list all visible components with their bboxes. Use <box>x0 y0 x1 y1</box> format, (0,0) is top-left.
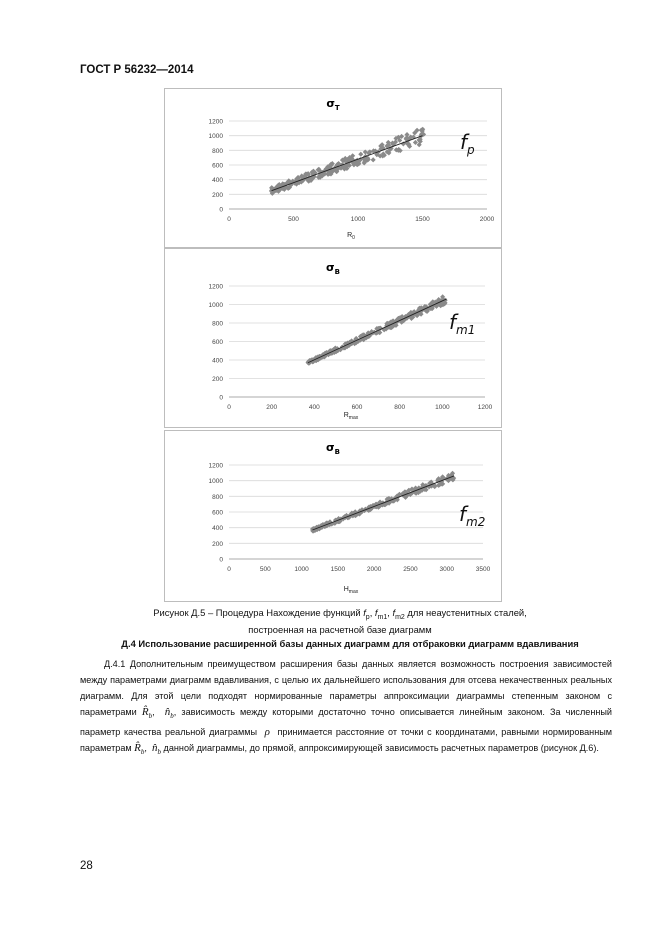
chart-ft <box>165 89 501 247</box>
y-tick-label: 800 <box>212 147 223 155</box>
y-tick-label: 600 <box>212 339 223 346</box>
chart-panel-fm2 <box>164 430 502 602</box>
x-axis-label: $R_0$ <box>347 232 355 241</box>
caption-line1-pre: Рисунок Д.5 – Процедура Нахождение функций <box>153 607 364 618</box>
chart-panel-fm1 <box>164 248 502 428</box>
data-point <box>404 132 409 137</box>
x-tick-label: 400 <box>308 404 320 411</box>
body-paragraph: Д.4.1 Дополнительным преимуществом расширения базы данных является возможность построения зависимостей между параметрами диаграмм вдавливания, с целью их дальнейшего использования для отсева некачественных реальных диаграмм. Для этой цели подходят нормированные параметры аппроксимации диаграммы степенным законом с параметрами $R̂_b$, $n̂_b$, зависимость между которыми достаточно точно описывается линейным законом. За численный параметр качества реальной диаграммы ρ принимается расстояние от точки с координатами, равными нормированным параметрам $R̂_b$, $n̂_b$ данной диаграммы, до прямой, аппроксимирующей зависимость расчетных параметров (рисунок Д.6). <box>80 659 613 757</box>
caption-line2: построенная на расчетной базе диаграмм <box>248 623 432 635</box>
function-annotation-subscript: m2 <box>466 515 486 529</box>
x-tick-label: 2500 <box>403 566 418 573</box>
x-axis-label-subscript: max <box>348 589 359 595</box>
trend-line <box>308 299 447 363</box>
x-tick-label: 1000 <box>435 404 450 411</box>
y-tick-label: 200 <box>212 540 223 548</box>
y-tick-label: 1200 <box>208 118 223 126</box>
y-tick-label: 800 <box>212 320 223 328</box>
chart-fm1 <box>165 249 501 427</box>
x-tick-label: 600 <box>351 404 363 411</box>
y-tick-label: 1200 <box>208 283 223 291</box>
x-axis-label: $R_{max}$ <box>343 412 359 421</box>
caption-fn-fm2: f <box>392 607 396 618</box>
para-part-3: принимается расстояние от точки с координатами, равными нормированным параметрам <box>80 727 613 754</box>
y-tick-label: 1000 <box>208 133 223 141</box>
y-tick-label: 800 <box>212 493 223 501</box>
y-tick-label: 1000 <box>208 478 223 486</box>
y-tick-label: 0 <box>219 394 223 402</box>
x-tick-label: 0 <box>227 566 231 573</box>
x-tick-label: 2000 <box>479 216 495 223</box>
caption-line1-post: для неаустенитных сталей, <box>404 607 527 618</box>
y-tick-label: 400 <box>212 525 223 533</box>
para-part-2: , зависимость между которыми достаточно точно описывается линейным законом. За численный параметр качества реальной диаграммы <box>80 707 612 738</box>
x-tick-label: 2000 <box>366 566 382 573</box>
y-tick-label: 200 <box>212 376 223 383</box>
function-annotation-subscript: p <box>467 143 475 157</box>
math-rb: $R̂_b$ <box>141 706 153 721</box>
y-tick-label: 1200 <box>208 462 223 470</box>
caption-fn-fm1: f <box>374 607 378 618</box>
math-rb-2: $R̂_b$ <box>134 742 145 757</box>
x-axis-label: $H_{max}$ <box>343 586 359 595</box>
function-annotation: $f_{m2}$ <box>459 502 486 529</box>
trend-line <box>272 136 423 191</box>
x-tick-label: 3500 <box>475 566 491 573</box>
x-tick-label: 500 <box>259 566 271 573</box>
x-axis-label-subscript: max <box>348 415 359 421</box>
data-point <box>371 157 376 162</box>
x-tick-label: 1500 <box>415 216 430 223</box>
math-nb: $n̂_b$ <box>164 706 174 721</box>
math-rho: ρ <box>260 726 274 739</box>
chart-fm2 <box>165 431 501 601</box>
math-nb-2: $n̂_b$ <box>152 742 161 757</box>
x-tick-label: 200 <box>266 404 278 411</box>
chart-title-subscript: В <box>334 448 340 456</box>
y-tick-label: 600 <box>212 162 223 170</box>
x-tick-label: 800 <box>394 404 406 411</box>
y-tick-label: 200 <box>212 191 223 199</box>
y-tick-label: 600 <box>212 509 223 517</box>
chart-title: $\sigma_В$ <box>326 261 340 276</box>
x-tick-label: 3000 <box>439 566 454 573</box>
y-tick-label: 1000 <box>208 302 223 309</box>
caption-fn-fp: f <box>363 607 366 618</box>
y-tick-label: 400 <box>212 177 223 185</box>
section-title: Д.4 Использование расширенной базы данных диаграмм для отбраковки диаграмм вдавливания <box>121 638 579 649</box>
x-tick-label: 500 <box>288 216 299 223</box>
function-annotation: $f_p$ <box>460 130 475 157</box>
x-tick-label: 1200 <box>477 404 493 411</box>
y-tick-label: 0 <box>219 556 223 564</box>
para-part-4: данной диаграммы, до прямой, аппроксимирующей зависимость расчетных параметров (рисунок Д.6). <box>163 743 599 754</box>
para-part-1: Д.4.1 Дополнительным преимуществом расширения базы данных является возможность построения зависимостей между параметрами диаграмм вдавливания, с целью их дальнейшего использования для отсева некачественных реальных диаграмм. Для этой цели подходят нормированные параметры аппроксимации диаграммы степенным законом с параметрами <box>80 659 612 717</box>
y-tick-label: 400 <box>212 357 223 365</box>
x-tick-label: 1000 <box>294 566 309 573</box>
x-tick-label: 1000 <box>350 216 366 223</box>
chart-title-subscript: В <box>334 268 340 276</box>
x-tick-label: 0 <box>227 216 231 223</box>
chart-title-subscript: Т <box>334 104 340 112</box>
document-header: ГОСТ Р 56232—2014 <box>80 64 194 76</box>
data-point <box>358 152 363 157</box>
function-annotation: $f_{m1}$ <box>449 310 476 337</box>
page-number: 28 <box>80 860 93 872</box>
function-annotation-subscript: m1 <box>456 323 476 337</box>
chart-title: $\sigma_Т$ <box>326 97 340 112</box>
figure-caption: Рисунок Д.5 – Процедура Нахождение функций $f_p$, $f_{m1}$, $f_{m2}$ для неаустенитных сталей, построенная на расчетной базе диаграмм <box>153 607 527 635</box>
y-tick-label: 0 <box>219 206 223 214</box>
chart-panel-ft <box>164 88 502 248</box>
x-tick-label: 0 <box>227 404 231 411</box>
chart-title: $\sigma_В$ <box>326 441 340 456</box>
x-tick-label: 1500 <box>330 566 346 573</box>
trend-line <box>312 476 454 530</box>
x-axis-label-subscript: 0 <box>352 235 355 241</box>
